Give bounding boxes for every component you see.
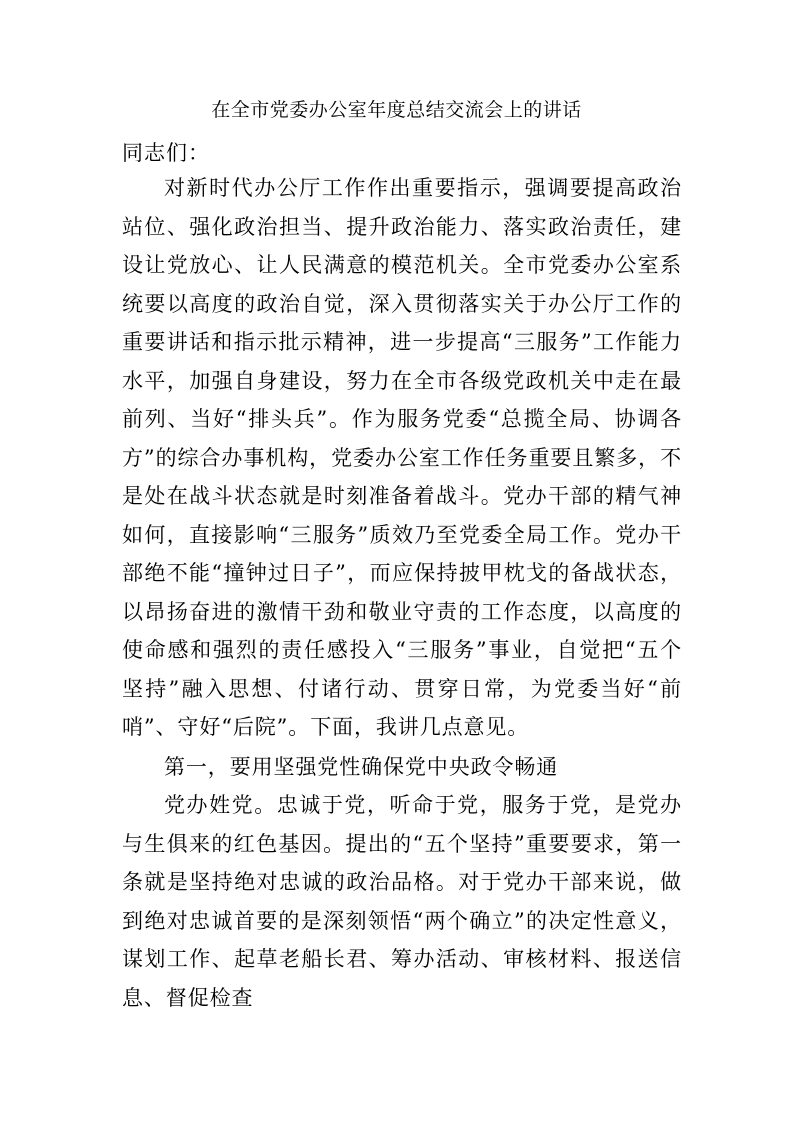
document-body bbox=[122, 169, 682, 1017]
document-title: 在全市党委办公室年度总结交流会上的讲话 bbox=[211, 99, 582, 121]
paragraph-section-one: 党办姓党。忠诚于党，听命于党，服务于党，是党办与生俱来的红色基因。提出的“五个坚持”重要要求，第一条就是坚持绝对忠诚的政治品格。对于党办干部来说，做到绝对忠诚首要的是深刻领悟“两个确立”的决定性意义，谋划工作、起草老船长君、筹办活动、审核材料、报送信息、督促检查 bbox=[122, 793, 682, 1010]
paragraph-intro: 对新时代办公厅工作作出重要指示，强调要提高政治站位、强化政治担当、提升政治能力、落实政治责任，建设让党放心、让人民满意的模范机关。全市党委办公室系统要以高度的政治自觉，深入贯彻落实关于办公厅工作的重要讲话和指示批示精神，进一步提高“三服务”工作能力水平，加强自身建设，努力在全市各级党政机关中走在最前列、当好“排头兵”。作为服务党委“总揽全局、协调各方”的综合办事机构，党委办公室工作任务重要且繁多，不是处在战斗状态就是时刻准备着战斗。党办干部的精气神如何，直接影响“三服务”质效乃至党委全局工作。党办干部绝不能“撞钟过日子”，而应保持披甲枕戈的备战状态，以昂扬奋进的激情干劲和敬业守责的工作态度，以高度的使命感和强烈的责任感投入“三服务”事业，自觉把“五个坚持”融入思想、付诸行动、贯穿日常，为党委当好“前哨”、守好“后院”。下面，我讲几点意见。 bbox=[122, 176, 682, 739]
salutation: 同志们： bbox=[122, 141, 210, 165]
section-heading-first: 第一，要用坚强党性确保党中央政令畅通 bbox=[164, 754, 559, 779]
